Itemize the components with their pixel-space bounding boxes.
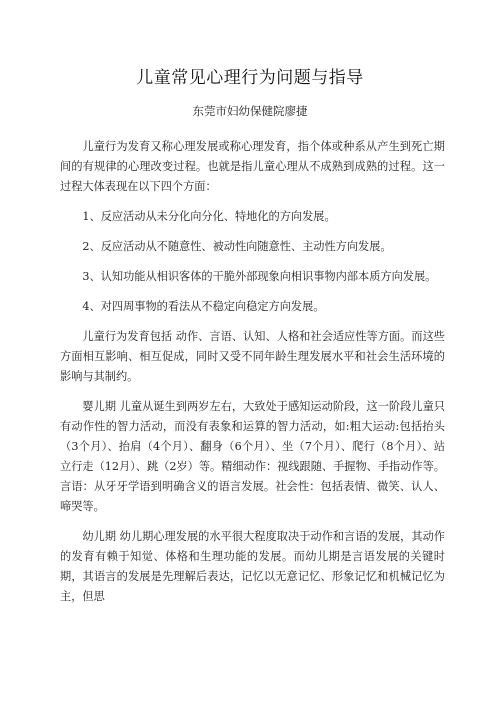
- list-item-3: 3、认知功能从相识客体的干脆外部现象向相识事物内部本质方向发展。: [82, 270, 437, 283]
- list-item-4: 4、对四周事物的看法从不稳定向稳定方向发展。: [82, 300, 325, 313]
- document-title: 儿童常见心理行为问题与指导: [136, 68, 364, 88]
- document-author: 东莞市妇幼保健院廖捷: [192, 104, 308, 118]
- paragraph-aspects: 儿童行为发育包括 动作、言语、认知、人格和社会适应性等方面。而这些方面相互影响、相互促成，同时又受不同年龄生理发展水平和社会生活环境的影响与其制约。: [60, 330, 445, 383]
- list-item-2: 2、反应活动从不随意性、被动性向随意性、主动性方向发展。: [82, 240, 392, 253]
- document-body: [60, 137, 445, 607]
- paragraph-early-childhood: 幼儿期 幼儿期心理发展的水平很大程度取决于动作和言语的发展，其动作的发育有赖于知觉、体格和生理功能的发展。而幼儿期是言语发展的关键时期，其语言的发展是先理解后表达，记忆以无意记忆、形象记忆和机械记忆为主，但思: [60, 530, 445, 603]
- paragraph-intro: 儿童行为发育又称心理发展或称心理发育，指个体或种系从产生到死亡期间的有规律的心理改变过程。也就是指儿童心理从不成熟到成熟的过程。这一过程大体表现在以下四个方面：: [60, 140, 445, 193]
- paragraph-infancy: 婴儿期 儿童从诞生到两岁左右，大致处于感知运动阶段，这一阶段儿童只有动作性的智力活动，而没有表象和运算的智力活动，如:粗大运动:包括抬头（3个月）、抬肩（4个月）、翻身（6个月）、坐（7个月）、爬行（8个月）、站立行走（12月）、跳（2岁）等。精细动作：视线跟随、手握物、手指动作等。言语：从牙牙学语到明确含义的语言发展。社会性：包括表情、微笑、认人、啼哭等。: [60, 400, 445, 513]
- list-item-1: 1、反应活动从未分化向分化、特地化的方向发展。: [82, 210, 336, 223]
